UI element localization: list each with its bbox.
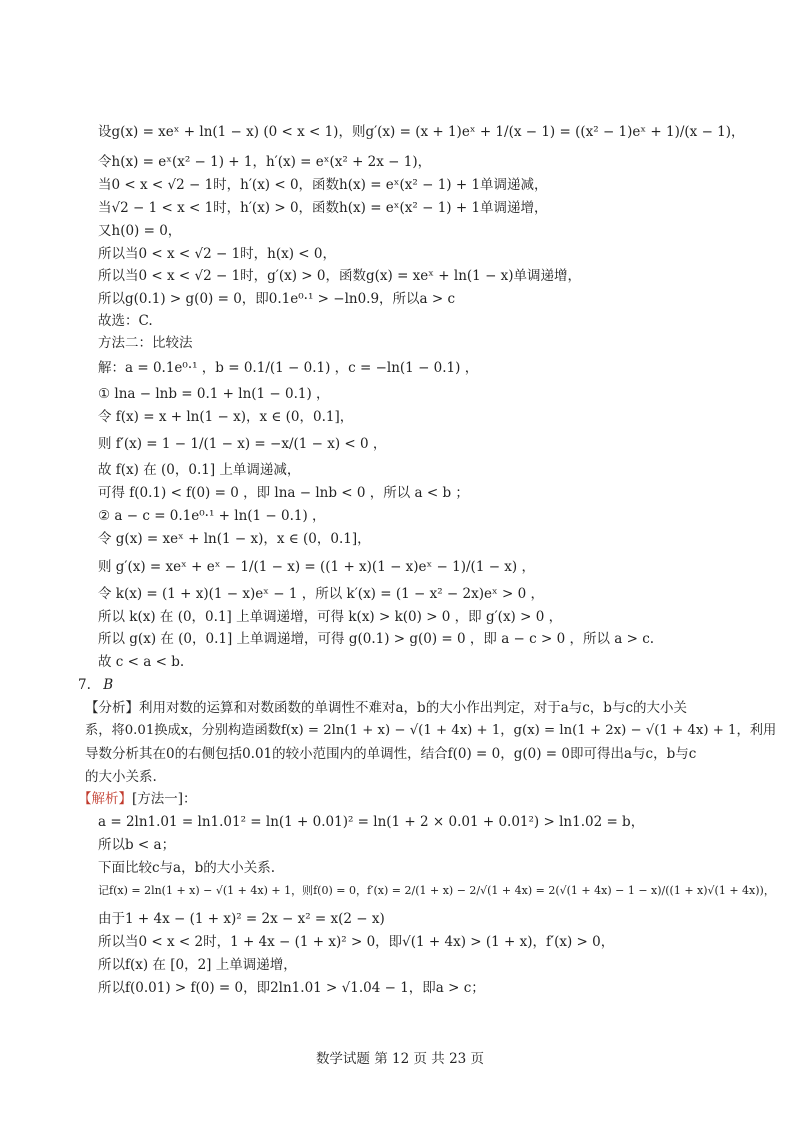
text-line: 故 c < a < b. (98, 654, 185, 670)
question-answer: B (103, 677, 114, 693)
question-number: 7. (78, 677, 91, 693)
solution-line: a = 2ln1.01 = ln1.01² = ln(1 + 0.01)² = ln(1 + 2 × 0.01 + 0.01²) > ln1.02 = b， (98, 814, 645, 830)
text-line: 方法二：比较法 (98, 335, 193, 351)
text-line: 又h(0) = 0， (98, 223, 182, 239)
text-line: 所以g(0.1) > g(0) = 0，即0.1e⁰·¹ > −ln0.9，所以a > c (98, 291, 456, 307)
text-line: 当0 < x < √2 − 1时，h′(x) < 0，函数h(x) = eˣ(x² − 1) + 1单调递减， (98, 177, 548, 193)
text-line: ② a − c = 0.1e⁰·¹ + ln(1 − 0.1) ， (98, 508, 326, 524)
text-line: 令 g(x) = xeˣ + ln(1 − x)，x ∈ (0，0.1]， (98, 531, 371, 547)
solution-line: 所以f(x) 在 [0，2] 上单调递增， (98, 957, 297, 973)
text-line: 所以当0 < x < √2 − 1时，g′(x) > 0，函数g(x) = xeˣ + ln(1 − x)单调递增， (98, 268, 582, 284)
text-line: 解：a = 0.1e⁰·¹ ，b = 0.1/(1 − 0.1) ，c = −ln(1 − 0.1) ， (98, 360, 479, 376)
text-line: 则 g′(x) = xeˣ + eˣ − 1/(1 − x) = ((1 + x)(1 − x)eˣ − 1)/(1 − x) ， (98, 559, 535, 575)
text-line: ① lna − lnb = 0.1 + ln(1 − 0.1) ， (98, 386, 330, 402)
analysis-line (85, 698, 687, 718)
text-line: 所以当0 < x < √2 − 1时，h(x) < 0， (98, 246, 336, 262)
solution-line: 由于1 + 4x − (1 + x)² = 2x − x² = x(2 − x) (98, 911, 385, 927)
solution-line: 下面比较c与a，b的大小关系. (98, 860, 276, 876)
text-line: 所以 g(x) 在 (0，0.1] 上单调递增，可得 g(0.1) > g(0) = 0 ，即 a − c > 0 ，所以 a > c. (98, 631, 655, 647)
text-line: 当√2 − 1 < x < 1时，h′(x) > 0，函数h(x) = eˣ(x² − 1) + 1单调递增， (98, 200, 548, 216)
question-7-header (78, 675, 113, 695)
text-line: 令 f(x) = x + ln(1 − x)，x ∈ (0，0.1]， (98, 409, 354, 425)
analysis-line: 的大小关系. (85, 769, 157, 785)
analysis-text: 利用对数的运算和对数函数的单调性不难对a，b的大小作出判定，对于a与c，b与c的大小关 (139, 700, 688, 716)
analysis-tag: 【分析】 (85, 700, 139, 716)
text-line: 故 f(x) 在 (0，0.1] 上单调递减， (98, 462, 301, 478)
text-line: 设g(x) = xeˣ + ln(1 − x) (0 < x < 1)，则g′(x) = (x + 1)eˣ + 1/(x − 1) = ((x² − 1)eˣ + 1)/(x − 1)， (98, 124, 745, 140)
solution-line: 所以f(0.01) > f(0) = 0，即2ln1.01 > √1.04 − 1，即a > c； (98, 980, 485, 996)
page-footer: 数学试题 第 12 页 共 23 页 (315, 1051, 485, 1067)
analysis-line: 系，将0.01换成x，分别构造函数f(x) = 2ln(1 + x) − √(1 + 4x) + 1，g(x) = ln(1 + 2x) − √(1 + 4x) + 1，利用 (85, 723, 777, 738)
solution-line: 所以当0 < x < 2时，1 + 4x − (1 + x)² > 0，即√(1 + 4x) > (1 + x)，f′(x) > 0， (98, 934, 615, 950)
solution-line: 所以b < a； (98, 837, 176, 853)
analysis-line: 导数分析其在0的右侧包括0.01的较小范围内的单调性，结合f(0) = 0，g(0) = 0即可得出a与c，b与c (85, 746, 697, 762)
text-line: 令h(x) = eˣ(x² − 1) + 1，h′(x) = eˣ(x² + 2x − 1)， (98, 154, 432, 170)
text-line: 令 k(x) = (1 + x)(1 − x)eˣ − 1 ，所以 k′(x) = (1 − x² − 2x)eˣ > 0 ， (98, 586, 544, 602)
solution-line: 记f(x) = 2ln(1 + x) − √(1 + 4x) + 1，则f(0) = 0，f′(x) = 2/(1 + x) − 2/√(1 + 4x) = 2(√(1 + 4x) − 1 − x)/((1 + x)√(1 + 4x))， (98, 884, 775, 897)
text-line: 则 f′(x) = 1 − 1/(1 − x) = −x/(1 − x) < 0 ， (98, 436, 387, 452)
text-line: 所以 k(x) 在 (0，0.1] 上单调递增，可得 k(x) > k(0) > 0 ，即 g′(x) > 0 ， (98, 609, 563, 625)
solution-tag: 【解析】 (78, 791, 132, 807)
solution-header (78, 789, 197, 809)
text-line: 可得 f(0.1) < f(0) = 0 ，即 lna − lnb < 0 ，所以 a < b ； (98, 485, 469, 501)
text-line: 故选：C. (98, 313, 153, 329)
solution-method: [方法一]： (132, 791, 197, 807)
